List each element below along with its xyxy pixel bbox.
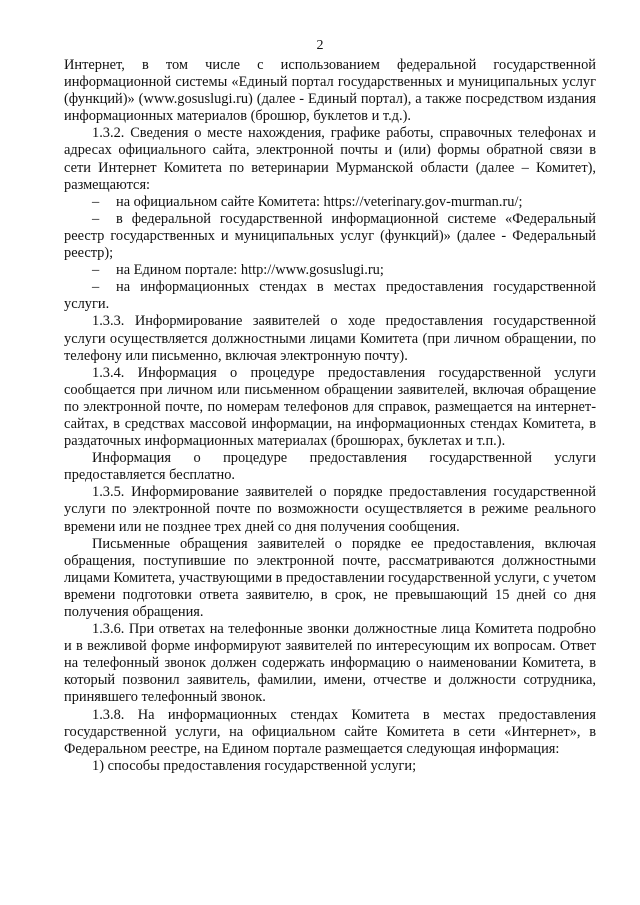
paragraph: 1.3.4. Информация о процедуре предоставления государственной услуги сообщается при личном или письменном обращении заявителей, включая обращение по электронной почте, по номерам телефонов для справок, размещается на интернет-сайтах, в средствах массовой информации, на информационных стендах Комитета, в раздаточных информационных материалах (брошюрах, буклетах и т.п.). xyxy=(64,364,596,450)
paragraph: 1.3.3. Информирование заявителей о ходе предоставления государственной услуги осуществляется должностными лицами Комитета (при личном обращении, по телефону или письменно, включая электронную почту). xyxy=(64,313,596,364)
dash-marker: – xyxy=(92,210,100,227)
dash-marker: – xyxy=(92,193,100,210)
paragraph: 1.3.2. Сведения о месте нахождения, графике работы, справочных телефонах и адресах официального сайта, электронной почты и (или) формы обратной связи в сети Интернет Комитета по ветеринарии Мурманской области (далее – Комитет), размещаются: xyxy=(64,125,596,193)
paragraph: Информация о процедуре предоставления государственной услуги предоставляется бесплатно. xyxy=(64,450,596,484)
paragraph: 1) способы предоставления государственной услуги; xyxy=(92,757,417,774)
list-item xyxy=(64,211,596,262)
page-number: 2 xyxy=(316,38,324,53)
list-item-text: на Едином портале: http://www.gosuslugi.ru; xyxy=(116,262,384,279)
paragraph: Письменные обращения заявителей о порядке ее предоставления, включая обращения, поступившие по электронной почте, рассматриваются должностными лицами Комитета, участвующими в предоставлении государственной услуги, с учетом времени подготовки ответа заявителю, в срок, не превышающий 15 дней со дня получения обращения. xyxy=(64,535,596,620)
list-item xyxy=(64,194,596,211)
list-item xyxy=(64,262,596,279)
list-item-text: на официальном сайте Комитета: https://veterinary.gov-murman.ru/; xyxy=(116,193,523,210)
paragraph: 1.3.5. Информирование заявителей о порядке предоставления государственной услуги по электронной почте по возможности осуществляется в режиме реального времени или не позднее трех дней со дня получения сообщения. xyxy=(64,484,596,535)
paragraph: Интернет, в том числе с использованием федеральной государственной информационной системы «Единый портал государственных и муниципальных услуг (функций)» (www.gosuslugi.ru) (далее - Единый портал), а также посредством издания информационных материалов (брошюр, буклетов и т.д.). xyxy=(64,57,596,125)
paragraph: 1.3.8. На информационных стендах Комитета в местах предоставления государственной услуги, на официальном сайте Комитета в сети «Интернет», в Федеральном реестре, на Едином портале размещается следующая информация: xyxy=(64,706,596,757)
list-item-text: в федеральной государственной информационной системе «Федеральный реестр государственных и муниципальных услуг (функций)» (далее - Федеральный реестр); xyxy=(64,210,596,262)
paragraph: 1.3.6. При ответах на телефонные звонки должностные лица Комитета подробно и в вежливой форме информируют заявителей по интересующим их вопросам. Ответ на телефонный звонок должен содержать информацию о наименовании Комитета, в который позвонил заявитель, фамилии, имени, отчестве и должности сотрудника, принявшего телефонный звонок. xyxy=(64,621,596,706)
dash-marker: – xyxy=(92,279,100,296)
document-body xyxy=(64,57,596,775)
list-item xyxy=(64,279,596,313)
dash-marker: – xyxy=(92,262,100,279)
list-item-text: на информационных стендах в местах предоставления государственной услуги. xyxy=(64,279,596,313)
